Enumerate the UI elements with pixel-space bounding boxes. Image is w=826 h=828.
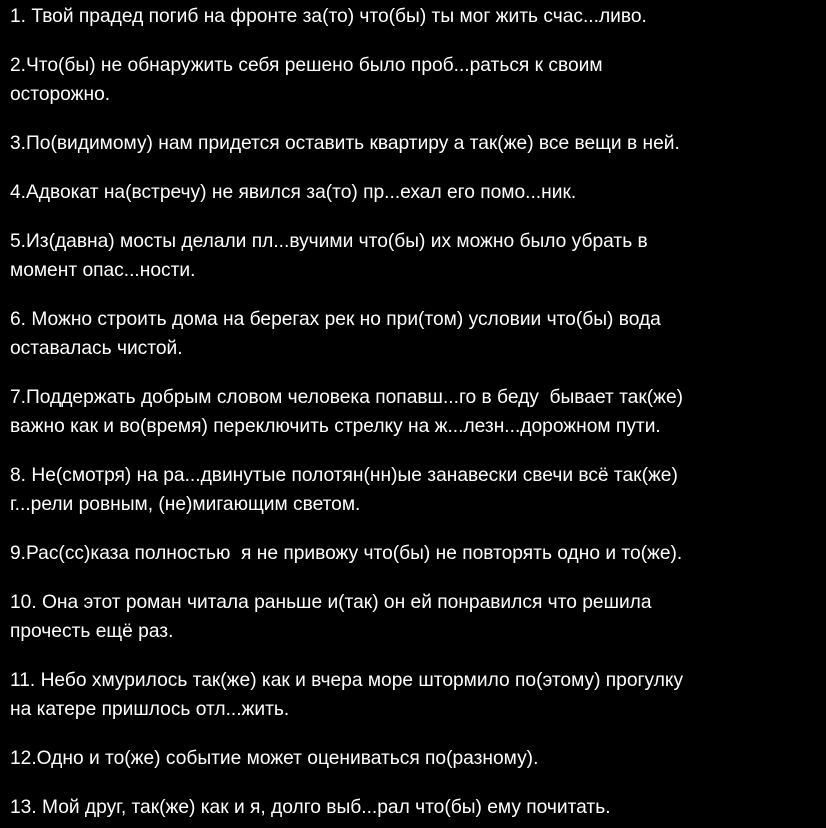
sentence-11: 11. Небо хмурилось так(же) как и вчера море штормило по(этому) прогулку на катере пришлось отл...жить. (10, 670, 684, 720)
sentence-8: 8. Не(смотря) на ра...двинутые полотян(нн)ые занавески свечи всё так(же) г...рели ровным, (не)мигающим светом. (10, 465, 678, 515)
exercise-text (10, 2, 816, 822)
sentence-5: 5.Из(давна) мосты делали пл...вучими что(бы) их можно было убрать в момент опас...ности. (10, 231, 648, 281)
sentence-1: 1. Твой прадед погиб на фронте за(то) что(бы) ты мог жить счас...ливо. (10, 6, 647, 27)
sentence-9: 9.Рас(сс)каза полностью я не привожу что(бы) не повторять одно и то(же). (10, 543, 683, 564)
sentence-13: 13. Мой друг, так(же) как и я, долго выб...рал что(бы) ему почитать. (10, 797, 611, 818)
sentence-2: 2.Что(бы) не обнаружить себя решено было проб...раться к своим осторожно. (10, 55, 603, 105)
sentence-12: 12.Одно и то(же) событие может оцениваться по(разному). (10, 748, 539, 769)
sentence-6: 6. Можно строить дома на берегах рек но при(том) условии что(бы) вода оставалась чистой. (10, 309, 661, 359)
sentence-3: 3.По(видимому) нам придется оставить квартиру а так(же) все вещи в ней. (10, 133, 680, 154)
sentence-7: 7.Поддержать добрым словом человека попавш...го в беду бывает так(же) важно как и во(время) переключить стрелку на ж...лезн...дорожном пути. (10, 387, 684, 437)
sentence-4: 4.Адвокат на(встречу) не явился за(то) пр...ехал его помо...ник. (10, 182, 577, 203)
sentence-10: 10. Она этот роман читала раньше и(так) он ей понравился что решила прочесть ещё раз. (10, 592, 652, 642)
